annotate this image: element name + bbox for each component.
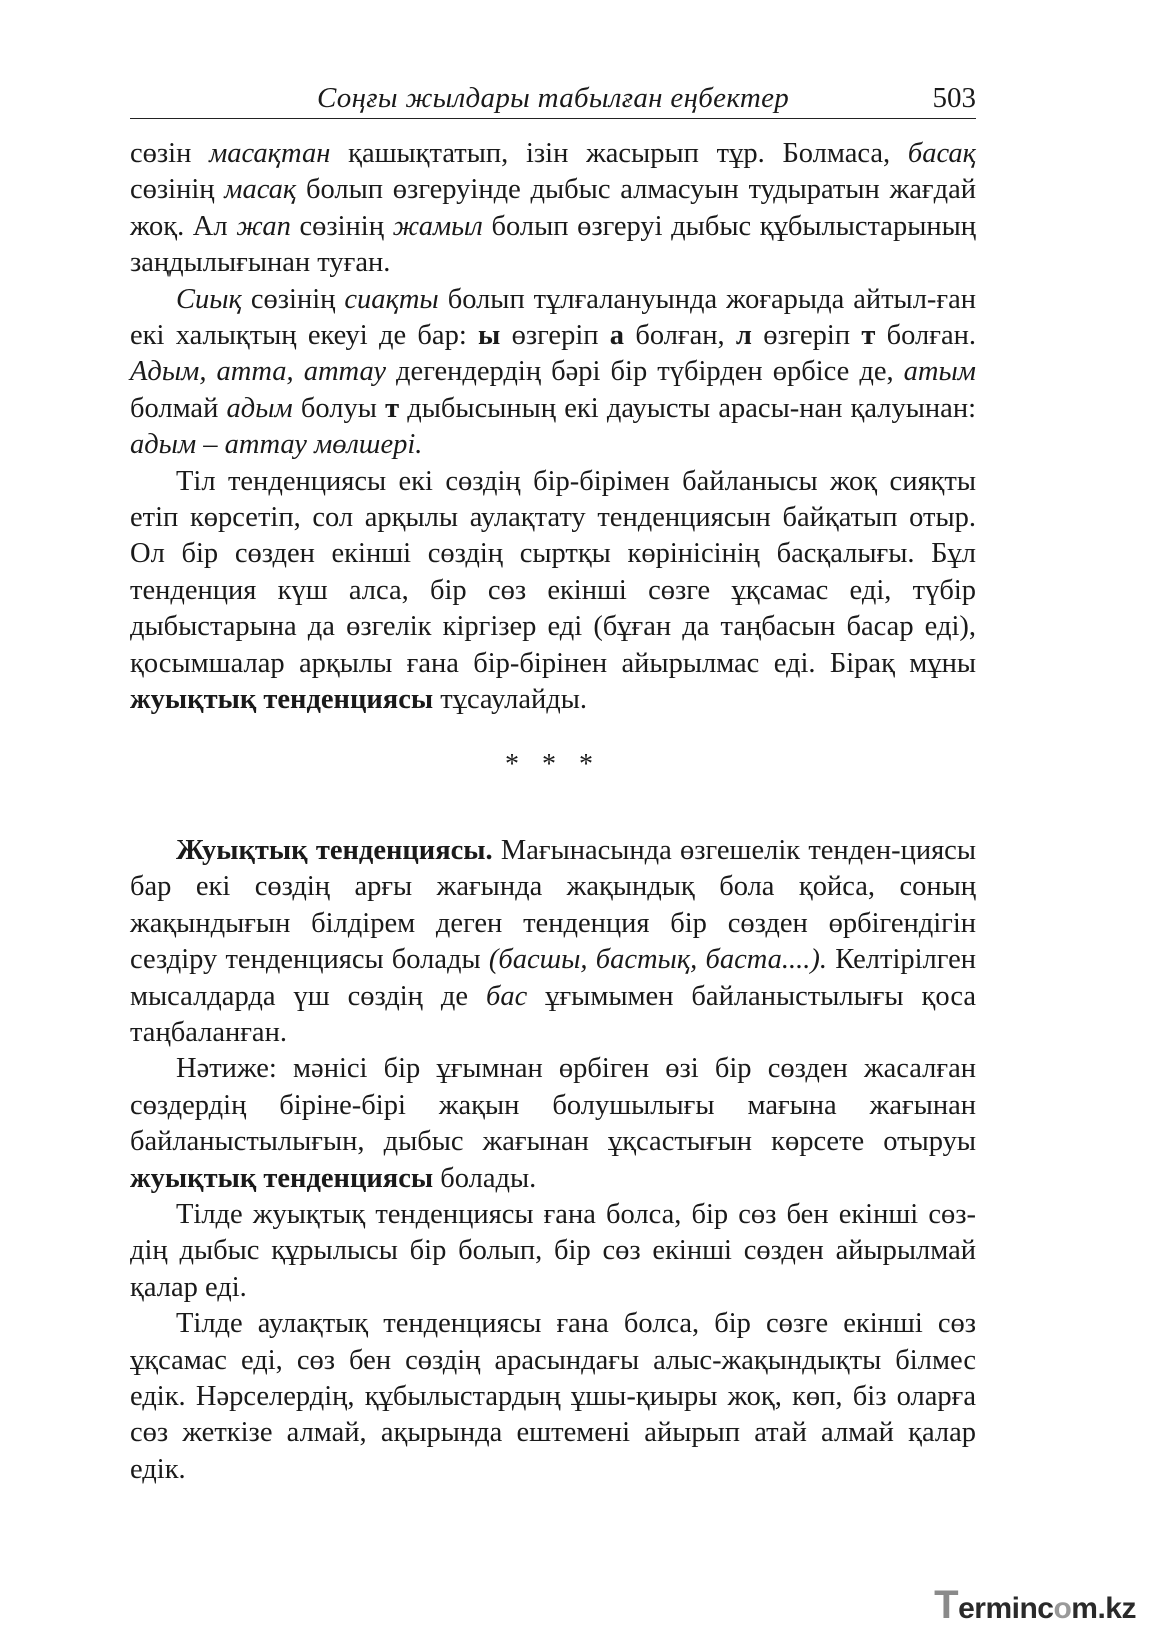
italic-term: масақтан [209, 138, 331, 169]
text-run: өзгеріп [500, 320, 610, 352]
text-run: дегендердің бәрі бір түбірден өрбісе де, [385, 356, 904, 388]
paragraph-4 [130, 833, 976, 1051]
text-run: Келтірілген мысалдарда үш сөздің де [130, 944, 976, 1012]
text-run: тұсаулайды. [433, 684, 588, 716]
italic-term: атым [903, 356, 976, 388]
paragraph-5 [130, 1051, 976, 1197]
paragraph-6: Тілде жуықтық тенденциясы ғана болса, бір сөз бен екінші сөз-дің дыбыс құрылысы бір болып, бір сөз екінші сөзден айырылмай қалар еді. [130, 1198, 976, 1303]
italic-term: Адым, атта, аттау [130, 356, 386, 388]
text-run: болған, [624, 320, 736, 352]
italic-term: бас [486, 980, 528, 1012]
section-heading: Жуықтық тенденциясы. [176, 834, 493, 866]
paragraph-7: Тілде аулақтық тенденциясы ғана болса, бір сөзге екінші сөз ұқсамас еді, сөз бен сөздің арасындағы алыс-жақындықты білмес едік. Нәрселердің, құбылыстардың ұшы-қиыры жоқ, көп, біз оларға сөз жеткізе алмай, ақырында ештемені айырып атай алмай қалар едік. [130, 1308, 976, 1485]
bold-letter: а [609, 320, 625, 352]
text-run: өзгеріп [751, 320, 862, 352]
italic-term: сиақты [344, 283, 439, 315]
italic-term: Сиық [176, 283, 242, 315]
italic-term: адым – аттау мөлшері. [130, 429, 423, 461]
text-run: Тіл тенденциясы екі сөздің бір-бірімен байланысы жоқ сияқты етіп көрсетіп, сол арқылы аулақтату тенденциясын байқатып отыр. Ол бір сөзден екінші сөздің сыртқы көрінісінің басқалығы. Бұл тенденция күш алса, бір сөз екінші сөзге ұқсамас еді, түбір дыбыстарына да өзгелік кіргізер еді (бұған да таңбасын басар еді), қосымшалар арқылы ғана бір-бірінен айырылмас еді. Бірақ мұны [130, 465, 976, 679]
running-header [130, 78, 976, 119]
italic-term: жап [236, 210, 291, 242]
text-run: болмай [130, 392, 227, 424]
text-run: сөзінің [290, 210, 393, 242]
italic-term: адым [226, 392, 293, 424]
text-run: болып өзгеруінде дыбыс алмасуын тудыратын жағдай жоқ. Ал [130, 174, 977, 242]
text-run: Мағынасында өзгешелік тенден-циясы бар екі сөздің арғы жағында жақындық бола қойса, соның жақындығын білдірем деген тенденция бір сөзден өрбігендігін сездіру тенденциясы болады [130, 834, 976, 976]
bold-term: жуықтық тенденциясы [130, 1162, 434, 1194]
bold-term: жуықтық тенденциясы [130, 684, 434, 716]
bold-letter: т [861, 320, 876, 352]
text-run: болады. [433, 1162, 537, 1194]
text-run: сөзінің [130, 174, 225, 206]
section-separator: * * * [505, 748, 601, 780]
bold-letter: л [735, 320, 752, 352]
bold-letter: т [385, 392, 400, 424]
italic-term: басақ [907, 138, 976, 169]
italic-term: жамыл [392, 210, 483, 242]
body-text [130, 136, 976, 1488]
text-run: болып өзгеруі дыбыс құбылыстарының заңдылығынан туған. [130, 210, 977, 279]
page-number: 503 [932, 82, 976, 114]
text-run: қашықтатып, ізін жасырып тұр. Болмаса, [330, 138, 908, 169]
text-run: ұғымымен байланыстылығы қоса таңбаланған. [130, 980, 976, 1048]
logo-text: m.kz [1071, 1592, 1136, 1625]
text-run: болған. [875, 320, 976, 352]
bold-letter: ы [478, 320, 501, 352]
header-title: Соңғы жылдары табылған еңбектер [316, 82, 790, 114]
text-run: Нәтиже: мәнісі бір ұғымнан өрбіген өзі бір сөзден жасалған сөздердің біріне-бірі жақын болушылығы мағына жағынан байланыстылығын, дыбыс жағынан ұқсастығын көрсете отыруы [130, 1053, 976, 1158]
text-run: сөзінің [241, 283, 345, 315]
italic-examples: (басшы, бастық, баста....). [488, 944, 828, 976]
text-run: болып тұлғалануында жоғарыда айтыл-ған екі халықтың екеуі де бар: [130, 283, 976, 352]
termincom-logo [934, 1583, 1136, 1627]
text-run: болуы [292, 392, 386, 424]
text-run: дыбысының екі дауысты арасы-нан қалуынан: [399, 392, 976, 424]
paragraph-3 [130, 464, 976, 719]
magnifier-icon: o [1053, 1592, 1072, 1625]
italic-term: масақ [224, 174, 297, 206]
logo-text: erminc [958, 1592, 1054, 1625]
paragraph-2 [130, 282, 976, 464]
text-run: сөзін [130, 138, 210, 169]
logo-letter-t: T [934, 1583, 959, 1627]
paragraph-1 [130, 136, 976, 282]
